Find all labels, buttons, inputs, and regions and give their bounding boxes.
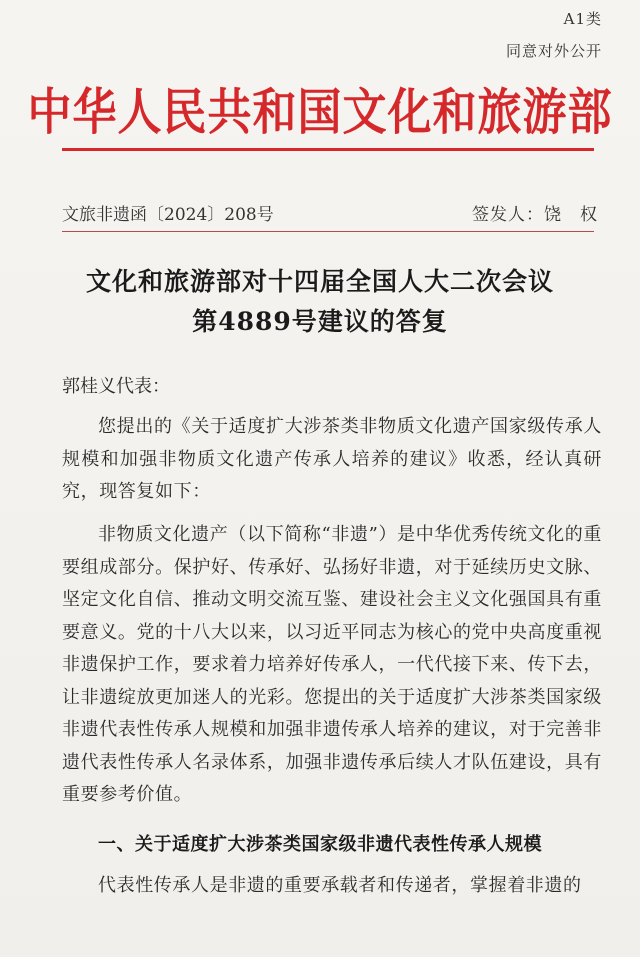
section-heading-1: 一、关于适度扩大涉茶类国家级非遗代表性传承人规模 [98,834,542,855]
meta-divider [62,231,594,232]
document-title-line1: 文化和旅游部对十四届全国人大二次会议 [85,267,554,296]
letterhead-divider [62,148,594,151]
letterhead: 中华人民共和国文化和旅游部 [27,84,613,142]
document-title-line2: 第4889号建议的答复 [192,307,448,336]
paragraph-intro: 您提出的《关于适度扩大涉茶类非物质文化遗产国家级传承人规模和加强非物质文化遗产传承人培养的建议》收悉，经认真研究，现答复如下： [62,416,602,502]
salutation: 郭桂义代表： [62,376,170,397]
document-number: 文旅非遗函〔2024〕208号 [62,205,274,225]
document-signer: 签发人：饶 权 [472,205,598,225]
section-1-text: 代表性传承人是非遗的重要承载者和传递者，掌握着非遗的 [98,875,582,896]
document-category: A1类 [563,10,602,28]
paragraph-background: 非物质文化遗产（以下简称“非遗”）是中华优秀传统文化的重要组成部分。保护好、传承好、弘扬好非遗，对于延续历史文脉、坚定文化自信、推动文明交流互鉴、建设社会主义文化强国具有重要意义。党的十八大以来，以习近平同志为核心的党中央高度重视非遗保护工作，要求着力培养好传承人，一代代接下来、传下去，让非遗绽放更加迷人的光彩。您提出的关于适度扩大涉茶类国家级非遗代表性传承人规模和加强非遗传承人培养的建议，对于完善非遗代表性传承人名录体系，加强非遗传承后续人才队伍建设，具有重要参考价值。 [62,524,602,805]
disclosure-status: 同意对外公开 [505,42,602,60]
